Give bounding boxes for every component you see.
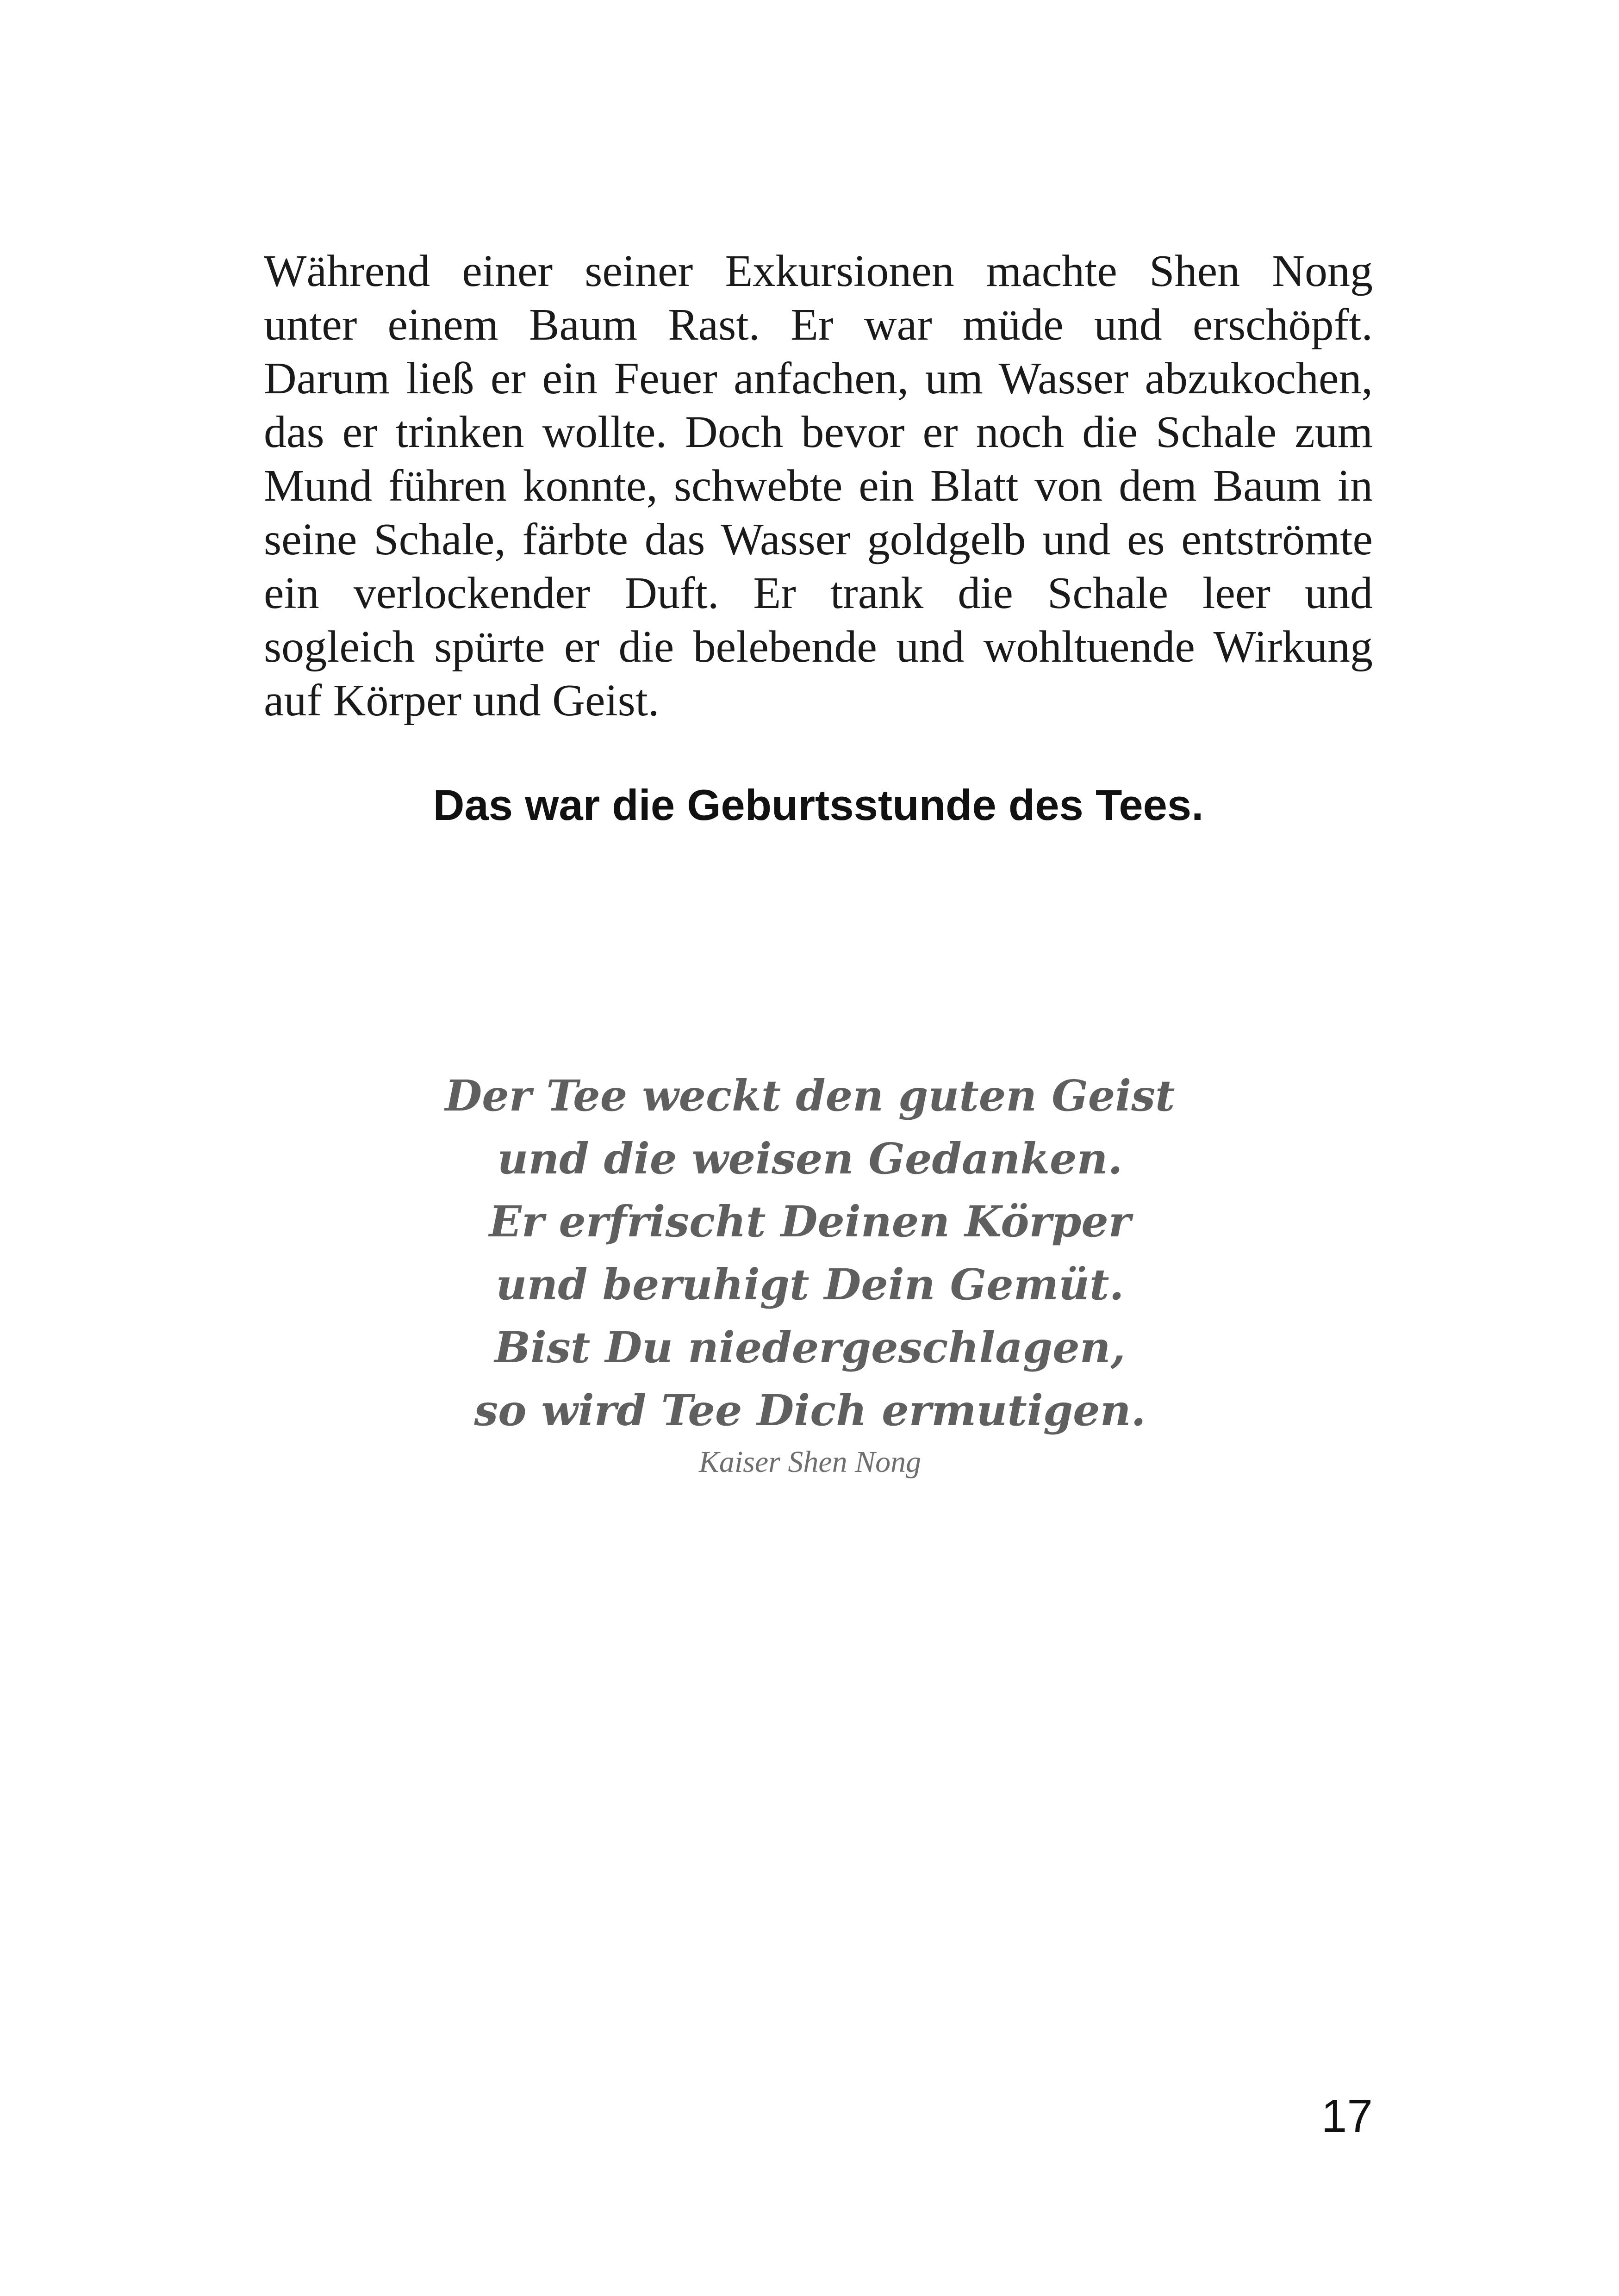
quote-line: und die weisen Gedanken.	[497, 1134, 1123, 1184]
body-line: sogleich spürte er die belebende und wohltuende Wirkung	[264, 622, 1373, 672]
body-line: Während einer seiner Exkursionen machte Shen Nong	[264, 246, 1373, 296]
quote-line: und beruhigt Dein Gemüt.	[496, 1260, 1124, 1309]
quote-line: Der Tee weckt den guten Geist	[445, 1071, 1175, 1121]
body-line: Darum ließ er ein Feuer anfachen, um Wasser abzukochen,	[264, 354, 1373, 403]
body-line: unter einem Baum Rast. Er war müde und erschöpft.	[264, 300, 1373, 350]
quote-line: Er erfrischt Deinen Körper	[489, 1197, 1131, 1247]
body-line: das er trinken wollte. Doch bevor er noch die Schale zum	[264, 407, 1373, 457]
body-line: ein verlockender Duft. Er trank die Schale leer und	[264, 568, 1373, 618]
headline: Das war die Geburtsstunde des Tees.	[433, 781, 1204, 829]
page-number: 17	[1321, 2090, 1373, 2142]
quote-block	[417, 1064, 1203, 1442]
quote-line: so wird Tee Dich ermutigen.	[474, 1385, 1146, 1435]
quote-line: Bist Du niedergeschlagen,	[494, 1322, 1126, 1372]
body-line: auf Körper und Geist.	[264, 676, 660, 726]
body-line: seine Schale, färbte das Wasser goldgelb und es entströmte	[264, 515, 1373, 565]
body-paragraph	[264, 244, 1373, 727]
quote-attribution: Kaiser Shen Nong	[698, 1445, 922, 1479]
body-line: Mund führen konnte, schwebte ein Blatt von dem Baum in	[264, 461, 1373, 511]
